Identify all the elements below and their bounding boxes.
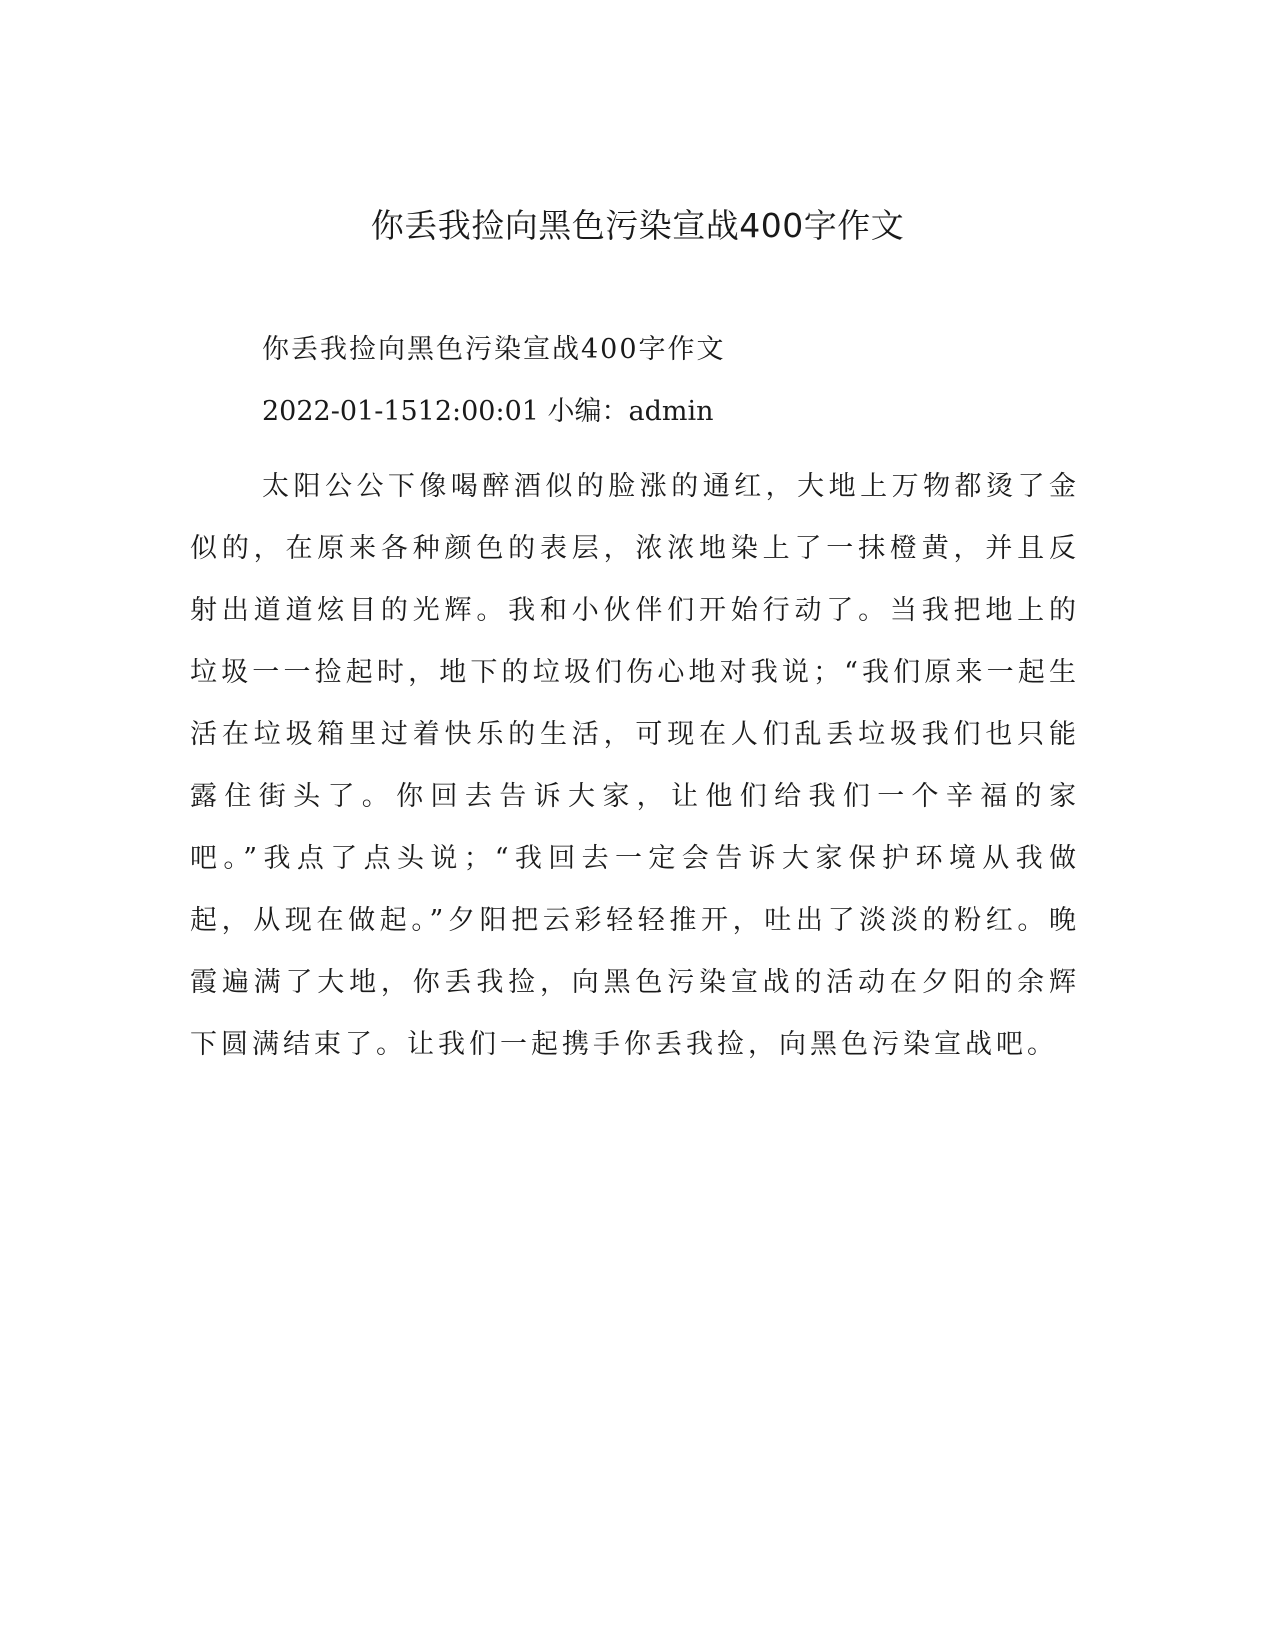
- document-subtitle: 你丢我捡向黑色污染宣战400字作文: [262, 334, 726, 365]
- page-title: 你丢我捡向黑色污染宣战400字作文: [370, 206, 905, 245]
- essay-body: 太阳公公下像喝醉酒似的脸涨的通红，大地上万物都烫了金似的，在原来各种颜色的表层，浓浓地染上了一抹橙黄，并且反射出道道炫目的光辉。我和小伙伴们开始行动了。当我把地上的垃圾一一捡起时，地下的垃圾们伤心地对我说；“我们原来一起生活在垃圾箱里过着快乐的生活，可现在人们乱丢垃圾我们也只能露住街头了。你回去告诉大家，让他们给我们一个辛福的家吧。”我点了点头说；“我回去一定会告诉大家保护环境从我做起，从现在做起。”夕阳把云彩轻轻推开，吐出了淡淡的粉红。晚霞遍满了大地，你丢我捡，向黑色污染宣战的活动在夕阳的余辉下圆满结束了。让我们一起携手你丢我捡，向黑色污染宣战吧。: [190, 471, 1080, 1060]
- document-meta: 2022-01-1512:00:01 小编：admin: [262, 396, 714, 427]
